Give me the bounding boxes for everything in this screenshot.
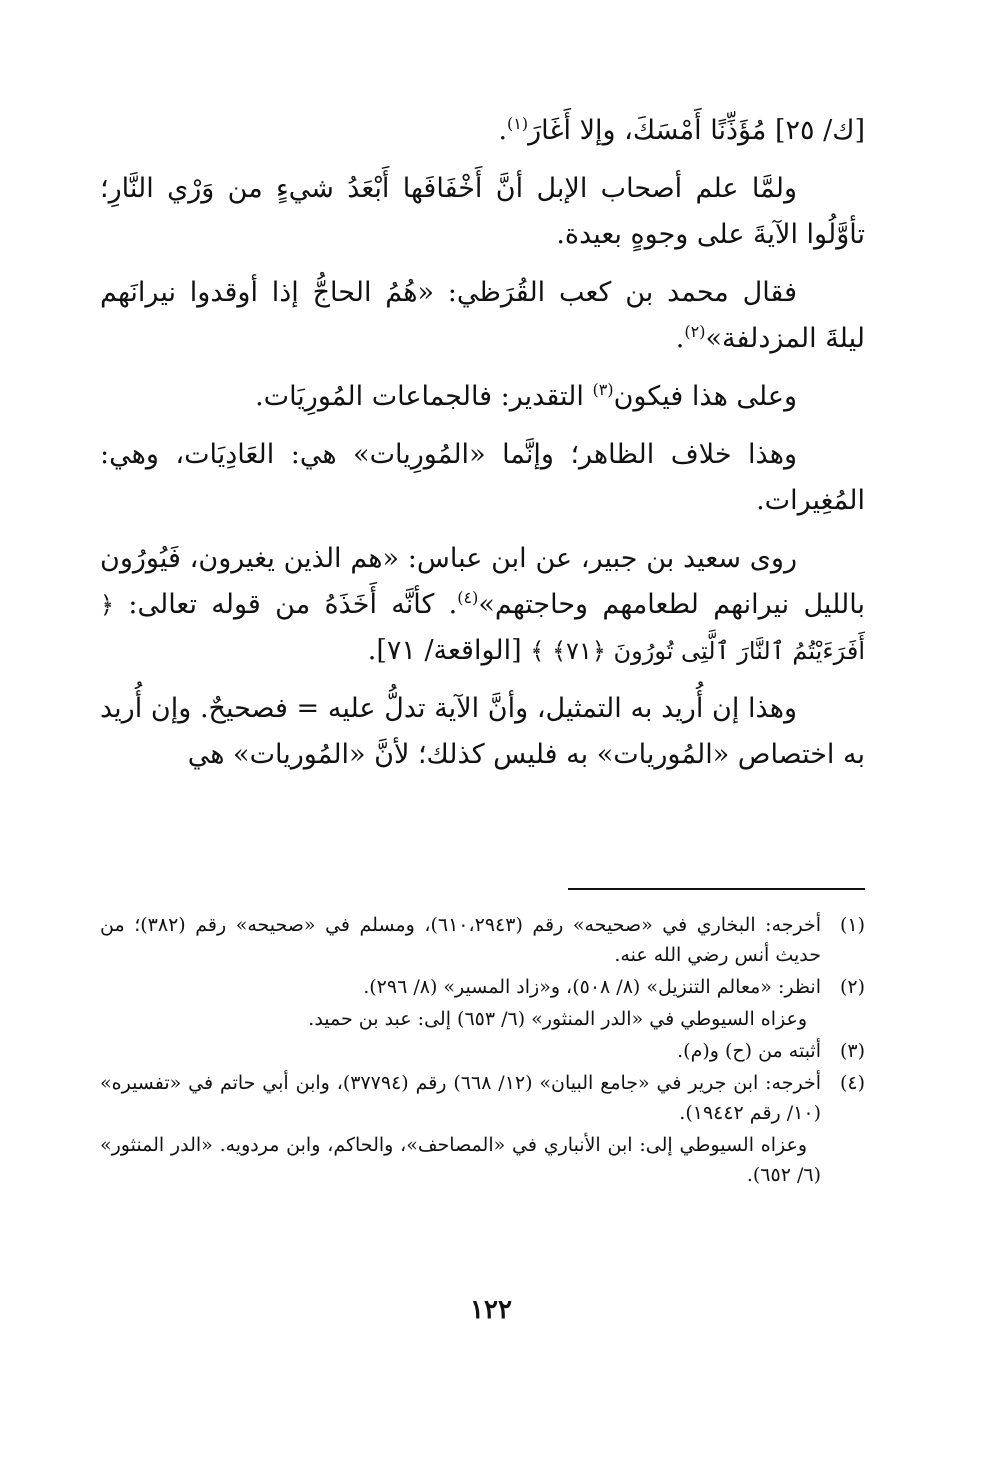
paragraph-text: وعلى هذا فيكون	[613, 381, 797, 412]
paragraph-6	[100, 536, 865, 674]
footnote-text: أخرجه: البخاري في «صحيحه» رقم (٦١٠،٢٩٤٣)، ومسلم في «صحيحه» رقم (٣٨٢)؛ من حديث أنس رضي الله عنه.	[100, 914, 822, 966]
paragraph-text: وهذا خلاف الظاهر؛ وإنَّما «المُورِيات» هي: العَادِيَات، وهي: المُغِيرات.	[100, 439, 865, 516]
paragraph-text: [ك/ ٢٥] مُؤَذِّنًا أَمْسَكَ، وإلا أَغَارَ	[528, 115, 865, 146]
paragraph-tail: .	[498, 115, 508, 146]
paragraph-tail: . كأنَّه أَخَذَهُ من قوله تعالى:	[128, 589, 458, 620]
footnote-text: أثبته من (ح) و(م).	[677, 1040, 821, 1062]
footnote-ref-2[interactable]: (٢)	[684, 322, 706, 341]
footnote-1	[100, 910, 865, 970]
footnote-number: (٢)	[839, 976, 865, 998]
quran-citation: [الواقعة/ ٧١].	[367, 635, 522, 666]
footnote-number: (١)	[839, 914, 865, 936]
paragraph-text: وهذا إن أُريد به التمثيل، وأنَّ الآية تدلُّ عليه = فصحيحٌ. وإن أُريد به اختصاص «المُوريات» به فليس كذلك؛ لأنَّ «المُوريات» هي	[100, 693, 865, 770]
footnote-divider	[568, 888, 865, 890]
paragraph-tail: .	[675, 323, 685, 354]
paragraph-2	[100, 166, 865, 258]
footnote-text-continued: وعزاه السيوطي في «الدر المنثور» (٦/ ٦٥٣) إلى: عبد بن حميد.	[308, 1008, 807, 1030]
paragraph-tail: التقدير: فالجماعات المُورِيَات.	[255, 381, 593, 412]
page-number: ١٢٢	[470, 1295, 512, 1325]
footnote-text-continued: وعزاه السيوطي إلى: ابن الأنباري في «المصاحف»، والحاكم، وابن مردويه. «الدر المنثور» (٦/ ٦٥٢).	[100, 1134, 821, 1186]
footnote-ref-4[interactable]: (٤)	[457, 588, 479, 607]
footnote-2	[100, 972, 865, 1002]
footnote-ref-1[interactable]: (١)	[507, 114, 529, 133]
paragraph-7	[100, 686, 865, 778]
footnotes	[100, 910, 865, 1192]
footnote-number: (٤)	[839, 1072, 865, 1094]
paragraph-text: روى سعيد بن جبير، عن ابن عباس: «هم الذين يغيرون، فَيُورُون بالليل نيرانهم لطعامهم وحاجتهم»	[100, 543, 865, 620]
paragraph-4	[100, 374, 865, 420]
paragraph-text: فقال محمد بن كعب القُرَظي: «هُمُ الحاجُّ إذا أوقدوا نيرانَهم ليلةَ المزدلفة»	[100, 277, 865, 354]
quran-verse: ﴿ أَفَرَءَيْتُمُ ٱلنَّارَ ٱلَّتِى تُورُونَ ﴿٧١﴾ ﴾	[100, 591, 865, 665]
footnote-text: أخرجه: ابن جرير في «جامع البيان» (١٢/ ٦٦٨) رقم (٣٧٧٩٤)، وابن أبي حاتم في «تفسيره» (١٠/ رقم ١٩٤٤٢).	[100, 1072, 821, 1124]
paragraph-1	[100, 108, 865, 154]
footnote-ref-3[interactable]: (٣)	[592, 380, 614, 399]
main-text	[100, 108, 865, 790]
paragraph-text: ولمَّا علم أصحاب الإبل أنَّ أَخْفَافَها أَبْعَدُ شيءٍ من وَرْي النَّارِ؛ تأوَّلُوا الآيةَ على وجوهٍ بعيدة.	[100, 173, 865, 250]
footnote-number: (٣)	[839, 1040, 865, 1062]
footnote-4	[100, 1068, 865, 1128]
paragraph-3	[100, 270, 865, 362]
footnote-text: انظر: «معالم التنزيل» (٨/ ٥٠٨)، و«زاد المسير» (٨/ ٢٩٦).	[363, 976, 821, 998]
footnote-3	[100, 1036, 865, 1066]
paragraph-5	[100, 432, 865, 524]
